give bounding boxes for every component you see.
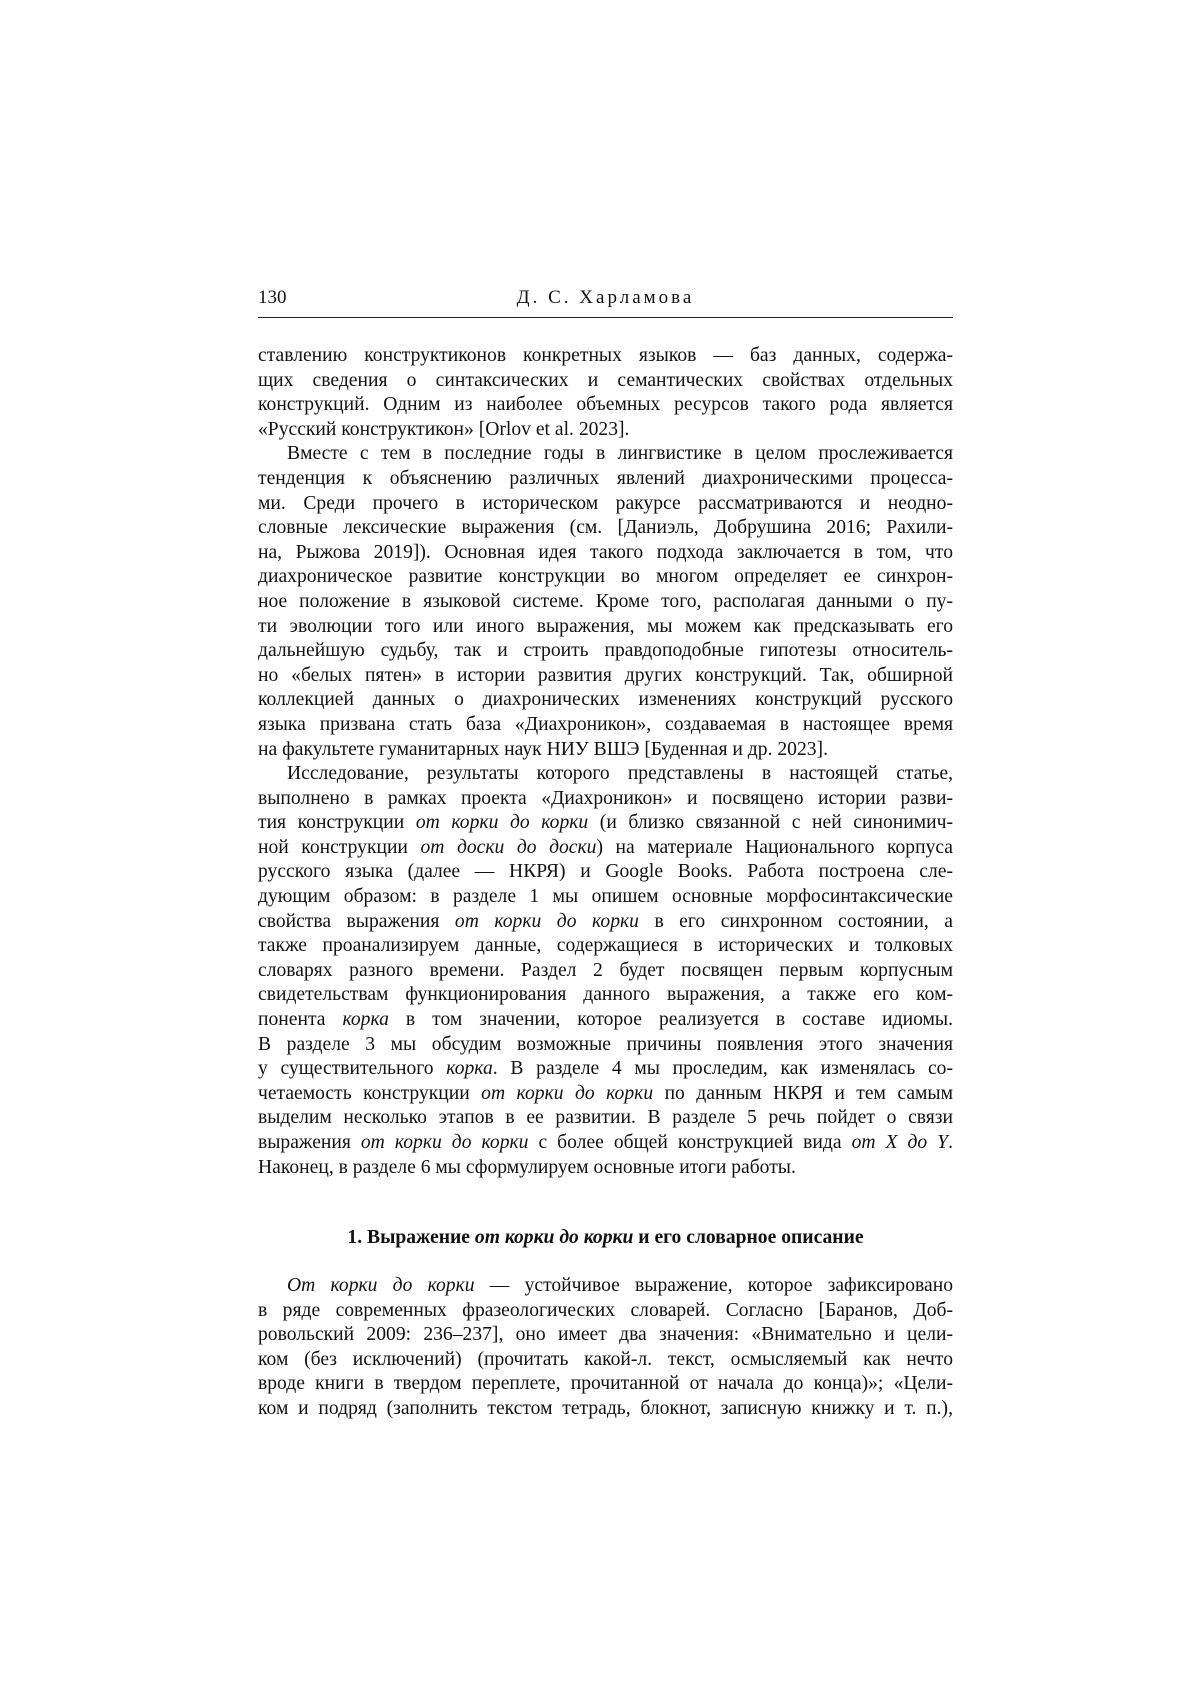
- text-line: ти эволюции того или иного выражения, мы можем как предсказывать его: [258, 615, 953, 637]
- italic-expression: от доски до доски: [420, 836, 597, 858]
- text-run: у существительного: [258, 1058, 447, 1080]
- italic-expression: от корки до корки: [481, 1082, 654, 1104]
- text-line: [258, 910, 953, 935]
- text-run: тия конструкции: [258, 812, 416, 834]
- text-line: на факультете гуманитарных наук НИУ ВШЭ [Буденная и др. 2023].: [258, 738, 828, 760]
- text-line: Наконец, в разделе 6 мы сформулируем основные итоги работы.: [258, 1156, 796, 1178]
- text-line: ное положение в языковой системе. Кроме того, располагая данными о пу-: [258, 590, 953, 612]
- text-line: дальнейшую судьбу, так и строить правдоподобные гипотезы относитель-: [258, 640, 953, 662]
- text-line: но «белых пятен» в истории развития других конструкций. Так, обширной: [258, 664, 953, 686]
- paragraph-2: [258, 442, 953, 762]
- heading-run: 1. Выражение: [347, 1227, 475, 1248]
- italic-expression: от корки до корки: [454, 910, 639, 932]
- text-line: [258, 1057, 953, 1082]
- text-line: ми. Среди прочего в историческом ракурсе рассматриваются и неодно-: [258, 492, 953, 514]
- text-line: диахроническое развитие конструкции во многом определяет ее синхрон-: [258, 566, 953, 588]
- text-run: — устойчивое выражение, которое зафиксировано: [474, 1275, 954, 1296]
- text-line: словные лексические выражения (см. [Даниэль, Добрушина 2016; Рахили-: [258, 517, 953, 539]
- italic-expression: от корки до корки: [360, 1132, 529, 1153]
- paragraph-1: [258, 344, 953, 442]
- text-line: конструкций. Одним из наиболее объемных ресурсов такого рода является: [258, 394, 953, 416]
- text-run: свойства выражения: [258, 910, 455, 932]
- text-line: выделим несколько этапов в ее развитии. В разделе 5 речь пойдет о связи: [258, 1107, 953, 1129]
- heading-run: и его словарное описание: [633, 1227, 864, 1248]
- italic-expression: корка: [446, 1058, 493, 1080]
- text-line: ставлению конструктиконов конкретных языков — баз данных, содержа-: [258, 345, 953, 366]
- text-line: словарях разного времени. Раздел 2 будет посвящен первым корпусным: [258, 959, 953, 981]
- text-run: с более общей конструкцией вида: [528, 1132, 852, 1153]
- text-line: [258, 1131, 953, 1156]
- italic-expression: От корки до корки: [287, 1275, 475, 1296]
- text-line: на, Рыжова 2019]). Основная идея такого подхода заключается в том, что: [258, 541, 953, 563]
- text-line: щих сведения о синтаксических и семантических свойствах отдельных: [258, 369, 953, 391]
- text-line: ком (без исключений) (прочитать какой-л. текст, осмысляемый как нечто: [258, 1348, 953, 1370]
- italic-expression: от корки до корки: [415, 812, 589, 834]
- text-run: четаемость конструкции: [258, 1082, 482, 1104]
- running-header: [258, 287, 953, 318]
- text-line: Исследование, результаты которого представлены в настоящей статье,: [287, 763, 953, 785]
- italic-expression: от X до Y: [851, 1132, 949, 1153]
- section-body: [258, 1274, 953, 1422]
- text-run: выражения: [258, 1132, 361, 1153]
- text-run: по данным НКРЯ и тем самым: [653, 1082, 953, 1104]
- text-line: русского языка (далее — НКРЯ) и Google Books. Работа построена сле-: [258, 861, 953, 883]
- text-line: языка призвана стать база «Диахроникон», создаваемая в настоящее время: [258, 713, 953, 735]
- text-line: [258, 1008, 953, 1033]
- page-number: 130: [258, 287, 287, 308]
- text-run: в его синхронном состоянии, а: [638, 910, 953, 932]
- text-line: ком и подряд (заполнить текстом тетрадь, блокнот, записную книжку и т. п.),: [258, 1397, 953, 1419]
- heading-italic: от корки до корки: [474, 1227, 634, 1248]
- text-line: выполнено в рамках проекта «Диахроникон» и посвящено истории разви-: [258, 787, 953, 809]
- italic-expression: корка: [342, 1009, 389, 1031]
- text-run: ) на материале Национального корпуса: [596, 836, 953, 858]
- text-line: также проанализируем данные, содержащиеся в исторических и толковых: [258, 935, 953, 957]
- text-line: вроде книги в твердом переплете, прочитанной от начала до конца)»; «Цели-: [258, 1373, 953, 1395]
- text-line: ровольский 2009: 236–237], оно имеет два значения: «Внимательно и цели-: [258, 1324, 953, 1346]
- text-run: .: [948, 1132, 953, 1153]
- text-line: «Русский конструктикон» [Orlov et al. 2023].: [258, 418, 630, 440]
- text-run: . В разделе 4 мы проследим, как изменялась со-: [492, 1058, 954, 1080]
- text-line: свидетельствам функционирования данного выражения, а также его ком-: [258, 984, 953, 1006]
- text-line: В разделе 3 мы обсудим возможные причины появления этого значения: [258, 1033, 953, 1055]
- paragraph-4: [258, 1274, 953, 1422]
- body-text: [258, 344, 953, 1180]
- text-line: тенденция к объяснению различных явлений диахроническими процесса-: [258, 467, 953, 489]
- text-run: в том значении, которое реализуется в составе идиомы.: [388, 1009, 953, 1031]
- text-line: коллекцией данных о диахронических изменениях конструкций русского: [258, 689, 953, 711]
- text-line: в ряде современных фразеологических словарей. Согласно [Баранов, Доб-: [258, 1299, 953, 1321]
- text-line: дующим образом: в разделе 1 мы опишем основные морфосинтаксические: [258, 886, 953, 908]
- text-run: понента: [258, 1009, 343, 1031]
- text-run: (и близко связанной с ней синонимич-: [588, 812, 953, 834]
- text-line: [258, 811, 953, 836]
- text-line: [258, 1082, 953, 1107]
- section-heading: [258, 1227, 953, 1249]
- text-line: Вместе с тем в последние годы в лингвистике в целом прослеживается: [287, 443, 953, 465]
- text-line: [258, 836, 953, 861]
- header-author: Д. С. Харламова: [516, 287, 695, 308]
- text-run: ной конструкции: [258, 836, 421, 858]
- paragraph-3: [258, 762, 953, 1180]
- text-line: [258, 1274, 953, 1299]
